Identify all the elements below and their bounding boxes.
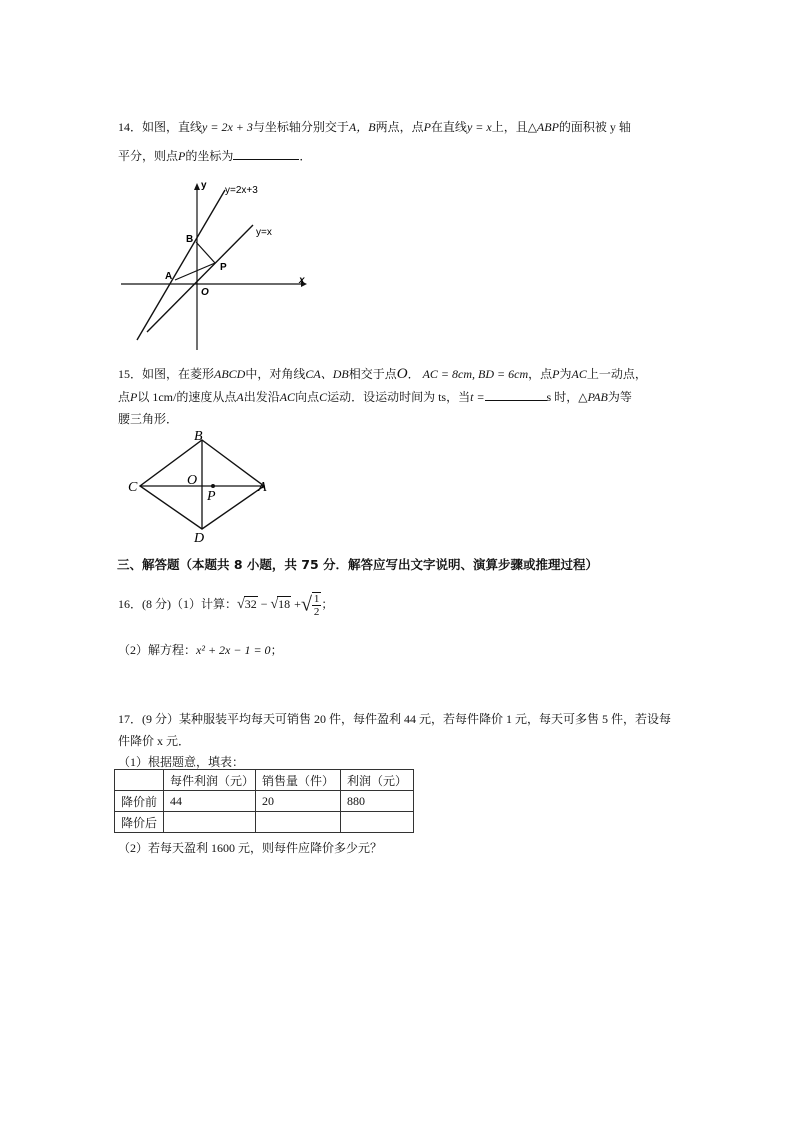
q15-text: s 时， (546, 390, 579, 404)
q14-equation-2: y = x (466, 120, 492, 134)
q15-segment-ac: AC (571, 367, 587, 381)
q15-text: 出发沿 (243, 390, 280, 404)
q15-figure (124, 426, 274, 546)
q15-triangle: △PAB (578, 390, 608, 404)
q15-rhombus: ABCD (214, 367, 246, 381)
q14-text: ． (299, 149, 312, 163)
q15-diagonals: CA、DB (305, 367, 349, 381)
q14-point-p: P (423, 120, 431, 134)
q16-radicand-2: 18 (278, 596, 291, 611)
q15-point-a: A (236, 390, 244, 404)
vertex-d-label: D (194, 531, 205, 546)
q15-text: 中，对角线 (245, 367, 306, 381)
table-row (115, 791, 414, 812)
vertex-c-label: C (128, 480, 138, 495)
table-cell-empty[interactable] (341, 812, 414, 833)
q14-figure (115, 172, 315, 354)
table-cell: 降价前 (115, 791, 164, 812)
q14-line2 (118, 147, 311, 164)
point-a-label: A (165, 271, 173, 282)
q14-text: 在直线 (430, 120, 467, 134)
q17-line1: 17．(9 分）某种服装平均每天可销售 20 件，每件盈利 44 元，若每件降价 1 元，每天可多售 5 件，若设每 (118, 712, 671, 726)
q16-radicand-1: 32 (244, 596, 257, 611)
q14-text: 的面积被 y 轴 (558, 120, 631, 134)
q16-fraction (312, 592, 322, 618)
q14-triangle: △ABP (527, 120, 559, 134)
q16-minus: − (260, 596, 268, 611)
line-2-label: y=x (256, 227, 272, 238)
q15-t-equals: t = (470, 390, 485, 404)
table-cell: 44 (164, 791, 256, 812)
origin-label: O (201, 287, 209, 298)
q16-plus: + (294, 596, 301, 611)
vertex-a-label: A (258, 480, 267, 495)
q15-answer-blank[interactable] (485, 389, 547, 401)
center-o-label: O (187, 473, 198, 488)
table-cell: 20 (256, 791, 341, 812)
table-cell-empty[interactable] (164, 812, 256, 833)
y-axis-arrow-icon (194, 183, 200, 190)
q14-text: 14．如图，直线 (118, 120, 203, 134)
table-header-cell (115, 770, 164, 791)
q14-equation-1: y = 2x + 3 (202, 120, 253, 134)
line-y-x (147, 225, 253, 332)
q15-text: 为 (559, 367, 572, 381)
q15-text: 上一动点， (586, 367, 647, 381)
q14-point-p: P (178, 149, 186, 163)
q14-text: 上，且 (491, 120, 528, 134)
vertex-b-label: B (194, 429, 203, 444)
table-header-cell: 每件利润（元） (164, 770, 256, 791)
q16-equation: x² + 2x − 1 = 0 (196, 643, 271, 657)
q14-text: 与坐标轴分别交于 (252, 120, 349, 134)
q15-text: 15．如图，在菱形 (118, 367, 215, 381)
table-cell-empty[interactable] (256, 812, 341, 833)
q14-text: 平分，则点 (118, 149, 179, 163)
point-p-label: P (207, 489, 216, 504)
q15-point-o: O (396, 366, 408, 382)
q15-given: AC = 8cm, BD = 6cm (422, 367, 529, 381)
q17-part2: （2）若每天盈利 1600 元，则每件应降价多少元？ (118, 841, 383, 855)
q17-table (114, 769, 414, 833)
q14-text: 的坐标为 (185, 149, 234, 163)
q15-text: 相交于点 (348, 367, 397, 381)
q15-text: 点 (118, 390, 131, 404)
q15-text: 以 1cm/的速度从点 (137, 390, 237, 404)
y-axis-label: y (201, 180, 207, 191)
q15-text: 运动．设运动时间为 ts，当 (327, 390, 471, 404)
q15-line2 (118, 388, 632, 405)
point-p-dot (211, 484, 215, 488)
q17-part1: （1）根据题意，填表： (118, 755, 245, 769)
q15-text: ，点 (528, 367, 553, 381)
q14-points-ab: A，B (348, 120, 376, 134)
q17-line2: 件降价 x 元． (118, 734, 191, 748)
q15-text: 为等 (607, 390, 632, 404)
table-cell: 880 (341, 791, 414, 812)
q15-text: ． (407, 367, 420, 381)
q16-numerator: 1 (313, 593, 320, 605)
table-row (115, 812, 414, 833)
q15-line3: 腰三角形． (118, 412, 179, 426)
table-cell: 降价后 (115, 812, 164, 833)
q14-line1 (118, 118, 631, 135)
q16-part2 (118, 641, 283, 658)
segment-bp (196, 242, 215, 263)
q14-answer-blank[interactable] (233, 148, 299, 160)
section-3-title: 三、解答题（本题共 8 小题，共 75 分．解答应写出文字说明、演算步骤或推理过程） (117, 557, 599, 572)
line-1-label: y=2x+3 (225, 185, 258, 196)
table-header-row (115, 770, 414, 791)
q16-label: 16．(8 分)（1）计算： (118, 596, 237, 611)
q14-text: 两点，点 (375, 120, 424, 134)
point-p-label: P (220, 262, 227, 273)
q15-text: 向点 (295, 390, 320, 404)
x-axis-label: x (299, 275, 305, 286)
q15-point-p: P (552, 367, 560, 381)
q15-line1 (118, 365, 647, 383)
q16-label: （2）解方程： (118, 643, 197, 657)
q15-segment-ac: AC (279, 390, 296, 404)
point-b-label: B (186, 234, 194, 245)
q16-part1: 16．(8 分)（1）计算：√32 − √18 +√ $\frac{1}{2}$ ； (118, 593, 334, 618)
table-header-cell: 销售量（件） (256, 770, 341, 791)
q15-point-p: P (130, 390, 138, 404)
q15-point-c: C (319, 390, 328, 404)
q16-text: ； (270, 643, 283, 657)
q16-denominator: 2 (313, 606, 320, 618)
q16-text: ； (321, 596, 334, 611)
table-header-cell: 利润（元） (341, 770, 414, 791)
